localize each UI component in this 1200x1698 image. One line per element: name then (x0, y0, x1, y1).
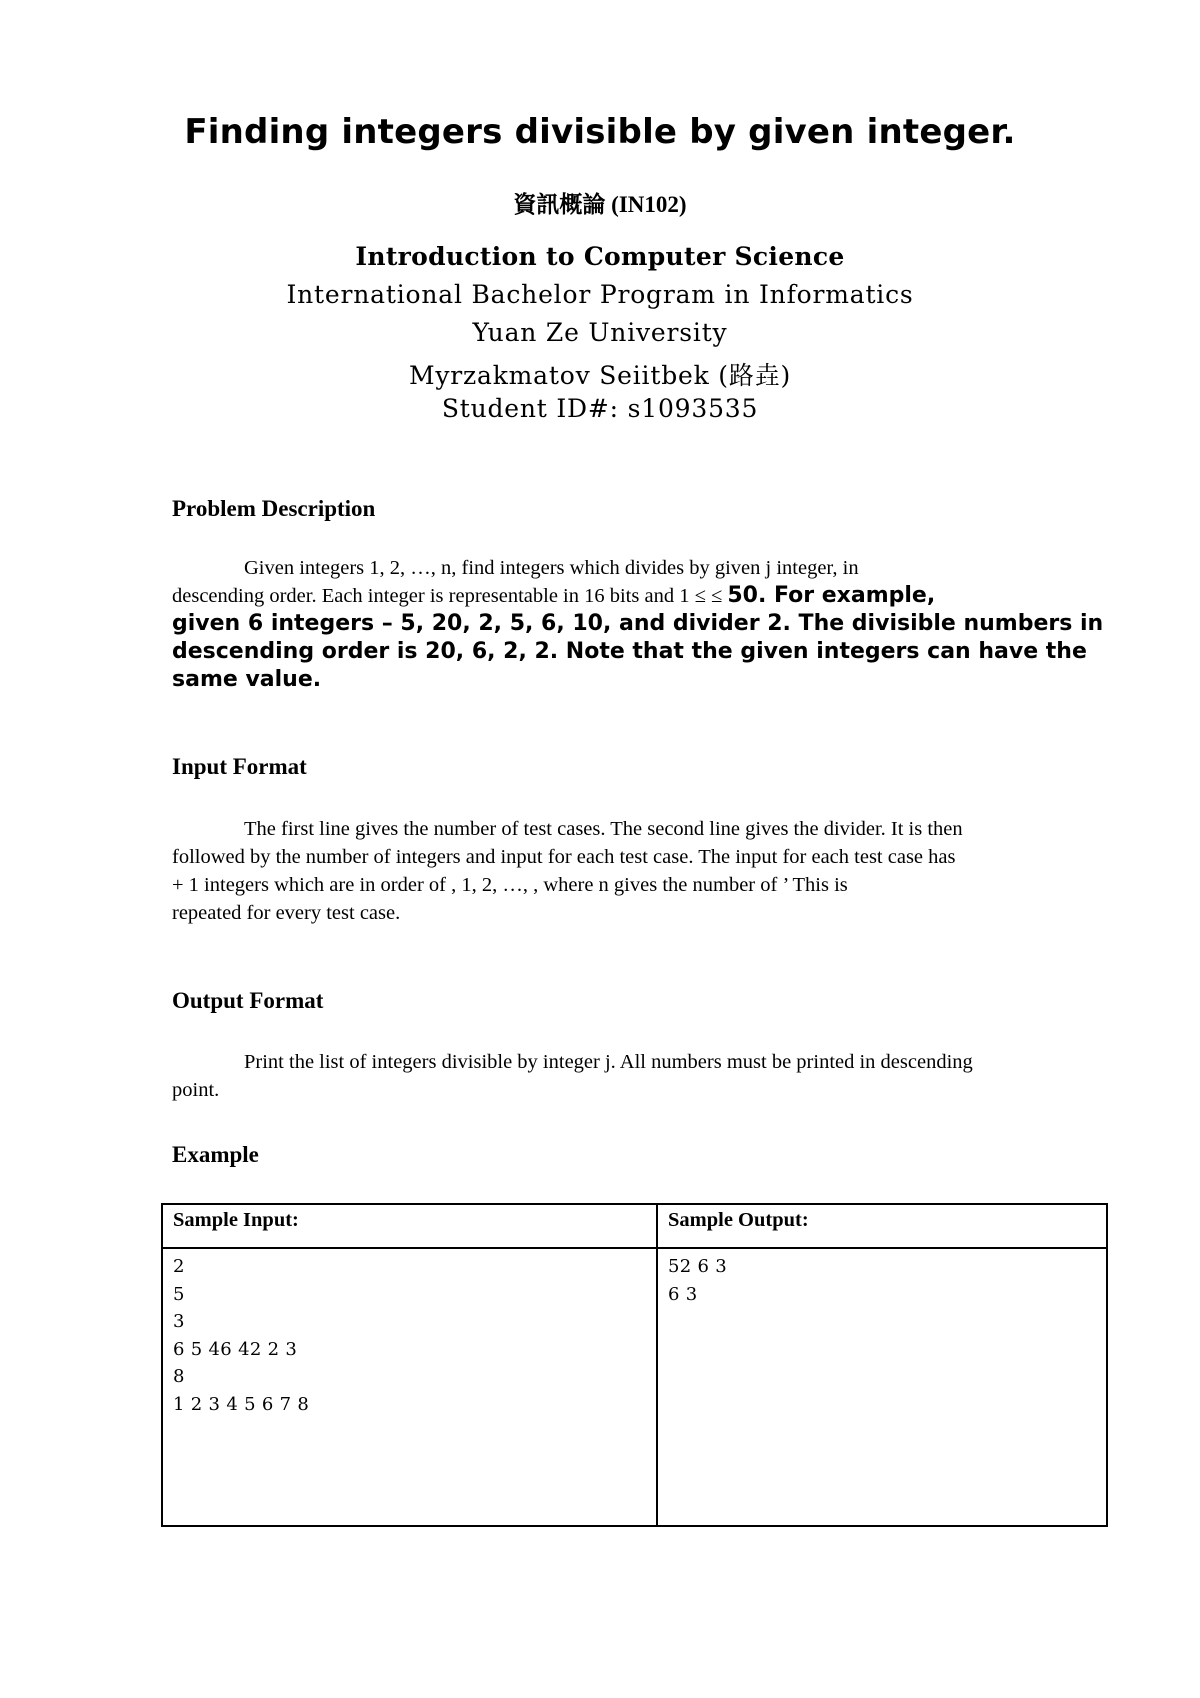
course-name: Introduction to Computer Science (355, 242, 845, 271)
input-format-heading: Input Format (172, 754, 307, 779)
sample-output-line: 52 6 3 (668, 1256, 728, 1277)
sample-input-line: 5 (173, 1283, 185, 1305)
problem-heading: Problem Description (172, 496, 376, 521)
problem-paragraph (172, 554, 1122, 694)
input-format-paragraph (172, 815, 1122, 927)
course-code: 資訊概論 (IN102) (513, 192, 687, 217)
sample-input-header: Sample Input: (162, 1204, 657, 1248)
problem-line-1: Given integers 1, 2, …, n, find integers which divides by given j integer, in (244, 557, 859, 579)
input-format-line-3: + 1 integers which are in order of , 1, 2, …, , where n gives the number of ’ This is (172, 874, 848, 896)
sample-input-line: 1 2 3 4 5 6 7 8 (173, 1393, 310, 1415)
example-heading: Example (172, 1142, 259, 1167)
sample-input-line: 2 (173, 1256, 185, 1277)
sample-input-line: 6 5 46 42 2 3 (173, 1338, 298, 1360)
example-body-row (162, 1248, 1107, 1526)
example-table (161, 1203, 1108, 1527)
problem-line-2-serif: descending order. Each integer is representable in 16 bits and 1 ≤ ≤ (172, 585, 728, 607)
sample-input-line: 3 (173, 1311, 185, 1332)
input-format-line-4: repeated for every test case. (172, 902, 401, 924)
output-format-line-1: Print the list of integers divisible by integer j. All numbers must be printed in descending (244, 1051, 973, 1073)
input-format-line-1: The first line gives the number of test cases. The second line gives the divider. It is then (244, 818, 963, 840)
program-name: International Bachelor Program in Informatics (286, 280, 914, 309)
problem-line-3: given 6 integers – 5, 20, 2, 5, 6, 10, and divider 2. The divisible numbers in (172, 611, 1104, 636)
sample-output-cell (657, 1248, 1107, 1526)
output-format-paragraph (172, 1048, 1122, 1104)
problem-line-5: same value. (172, 667, 322, 692)
sample-output-header: Sample Output: (657, 1204, 1107, 1248)
example-header-row (162, 1204, 1107, 1248)
student-id: Student ID#: s1093535 (441, 394, 759, 423)
output-format-heading: Output Format (172, 988, 324, 1013)
problem-line-2-sans: 50. For example, (727, 583, 936, 608)
document-title: Finding integers divisible by given integer. (184, 112, 1016, 152)
sample-input-cell (162, 1248, 657, 1526)
problem-line-2 (172, 582, 1122, 610)
sample-output-line: 6 3 (668, 1283, 698, 1305)
output-format-line-2: point. (172, 1079, 220, 1101)
problem-line-4: descending order is 20, 6, 2, 2. Note that the given integers can have the (172, 639, 1087, 664)
input-format-line-2: followed by the number of integers and input for each test case. The input for each test case has (172, 846, 956, 868)
university-name: Yuan Ze University (472, 318, 728, 347)
author-name: Myrzakmatov Seiitbek (路垚) (408, 361, 792, 390)
sample-input-line: 8 (173, 1366, 185, 1387)
